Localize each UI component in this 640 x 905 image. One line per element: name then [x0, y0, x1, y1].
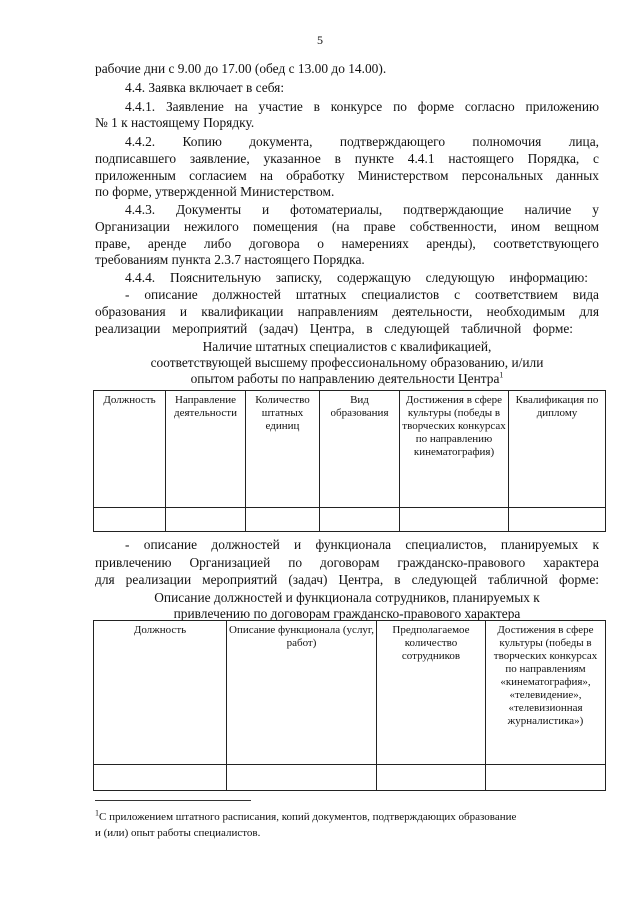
table-cell — [320, 508, 400, 532]
table-header-cell: Направление деятельности — [166, 391, 246, 508]
table-header-cell: Должность — [94, 391, 166, 508]
table-cell — [94, 765, 227, 791]
table-cell — [400, 508, 509, 532]
table1-title-line: опытом работы по направлению деятельности Центра$^1$ — [190, 370, 504, 386]
table-row — [94, 765, 606, 791]
contract-staff-table — [93, 620, 606, 791]
footnote-mark: 1 — [499, 370, 504, 380]
paragraph-line: приложенным согласием на обработку Министерством персональных данных — [95, 168, 599, 183]
table1-title-line: Наличие штатных специалистов с квалификацией, — [202, 339, 492, 354]
table-cell — [509, 508, 606, 532]
table2-title-line: привлечению по договорам гражданско-правового характера — [173, 606, 521, 621]
table-cell — [227, 765, 377, 791]
paragraph-line: привлечению Организацией по договорам гражданско-правового характера — [95, 555, 599, 570]
table1-title-line: соответствующей высшему профессиональному образованию, и/или — [150, 355, 544, 370]
table-cell — [166, 508, 246, 532]
paragraph-line: по форме, утвержденной Министерством. — [95, 184, 335, 199]
paragraph-line: - описание должностей штатных специалистов с соответствием вида — [125, 287, 599, 302]
footnote-mark: 1 — [95, 808, 99, 818]
paragraph-line: реализации мероприятий (задач) Центра, в следующей табличной форме: — [95, 321, 573, 336]
table-header-cell: Квалификация по диплому — [509, 391, 606, 508]
table-cell — [94, 508, 166, 532]
footnote-separator — [95, 800, 251, 801]
table-cell — [246, 508, 320, 532]
paragraph-line: рабочие дни с 9.00 до 17.00 (обед с 13.00 до 14.00). — [95, 61, 387, 76]
footnote-line: $^1$С приложением штатного расписания, копий документов, подтверждающих образование — [95, 808, 517, 823]
paragraph-line: 4.4.2. Копию документа, подтверждающего полномочия лица, — [125, 134, 599, 149]
page-number: 5 — [317, 33, 323, 47]
paragraph-line: для реализации мероприятий (задач) Центра, в следующей табличной форме: — [95, 572, 599, 587]
paragraph-line: Организации нежилого помещения (на праве собственности, ином вещном — [95, 219, 599, 234]
staff-specialists-table — [93, 390, 606, 532]
table-header-cell: Достижения в сфере культуры (победы в творческих конкурсах по направлениям «кинематография», «телевидение», «телевизионная журналистика») — [486, 621, 606, 765]
paragraph-line: праве, аренде либо договора о намерениях аренды), соответствующего — [95, 236, 599, 251]
table-header-cell: Вид образования — [320, 391, 400, 508]
footnote-line: и (или) опыт работы специалистов. — [95, 827, 261, 839]
table-cell — [486, 765, 606, 791]
paragraph-line: требованиям пункта 2.3.7 настоящего Порядка. — [95, 252, 365, 267]
paragraph-line: 4.4.3. Документы и фотоматериалы, подтверждающие наличие у — [125, 202, 599, 217]
table-header-row — [94, 391, 606, 508]
paragraph-line: 4.4. Заявка включает в себя: — [125, 80, 285, 95]
table-header-cell: Достижения в сфере культуры (победы в творческих конкурсах по направлению кинематография) — [400, 391, 509, 508]
table-row — [94, 508, 606, 532]
paragraph-line: 4.4.1. Заявление на участие в конкурсе по форме согласно приложению — [125, 99, 599, 114]
table-header-cell: Количество штатных единиц — [246, 391, 320, 508]
paragraph-line: № 1 к настоящему Порядку. — [95, 115, 255, 130]
paragraph-line: 4.4.4. Пояснительную записку, содержащую следующую информацию: — [125, 270, 588, 285]
table-header-cell: Предполагаемое количество сотрудников — [377, 621, 486, 765]
paragraph-line: - описание должностей и функционала специалистов, планируемых к — [125, 537, 599, 552]
table-header-row — [94, 621, 606, 765]
table-header-cell: Должность — [94, 621, 227, 765]
table-cell — [377, 765, 486, 791]
paragraph-line: образования и квалификации направлениям деятельности, необходимым для — [95, 304, 599, 319]
paragraph-line: подписавшего заявление, указанное в пункте 4.4.1 настоящего Порядка, с — [95, 151, 599, 166]
table-header-cell: Описание функционала (услуг, работ) — [227, 621, 377, 765]
table2-title-line: Описание должностей и функционала сотрудников, планируемых к — [154, 590, 540, 605]
